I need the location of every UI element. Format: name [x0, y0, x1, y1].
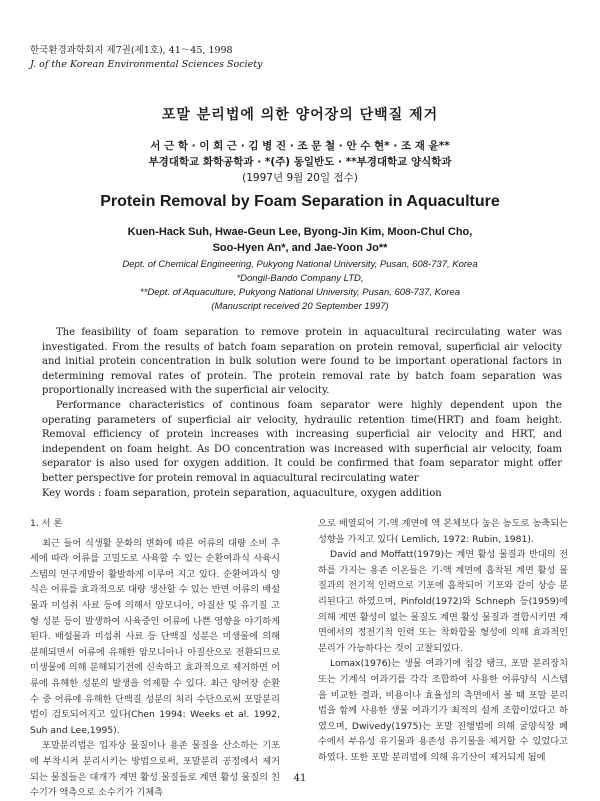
- keywords: Key words : foam separation, protein separation, aquaculture, oxygen addition: [42, 488, 442, 499]
- abstract-paragraph-2: Performance characteristics of continous foam separator were highly dependent upon the operating parameters of superficial air velocity, hydraulic retention time(HRT) and foam height. Removal efficiency of protein increases with increasing superficial air velocity and HRT, and independent on foam height. As DO concentration was increased with superficial air velocity, foam separator is also used for oxygen addition. It could be confirmed that foam separator might offer better perspective for protein removal in aquacultural recirculating water: [42, 399, 562, 484]
- body-paragraph: 으로 배열되어 기-액 계면에 액 본체보다 높은 농도로 농축되는 성향을 가지고 있다( Lemlich, 1972: Rubin, 1981).: [318, 518, 568, 545]
- journal-name-en: J. of the Korean Environmental Sciences Society: [30, 59, 263, 70]
- abstract-paragraph-1: The feasibility of foam separation to remove protein in aquacultural recirculating water was investigated. From the results of batch foam separation on protein removal, superficial air velocity and initial protein concentration in bulk solution were found to be important operational factors in determining removal rates of protein. The protein removal rate by batch foam separation was proportionally increased with the superficial air velocity.: [42, 327, 562, 397]
- body-paragraph: 포말분리법은 입자상 물질이나 용존 물질을 산소하는 기포에 부착시켜 분리시키는 방법으로써, 포말분리 공정에서 제거되는 물질들은 대개가 계면 활성 물질들로 계면 활성 물질의 친수기가 액측으로 소수기가 기체측: [30, 740, 280, 799]
- korean-affiliations: 부경대학교 화학공학과 · *(주) 동일반도 · **부경대학교 양식학과: [148, 156, 452, 168]
- korean-received-date: (1997년 9월 20일 접수): [242, 172, 358, 184]
- body-left-column: [30, 516, 280, 801]
- korean-author-names: 서 근 학 · 이 회 근 · 김 병 진 · 조 문 철 · 안 수 현* · 조 재 윤**: [150, 140, 450, 152]
- abstract: [42, 326, 562, 487]
- page-number: 41: [293, 773, 307, 784]
- english-affiliations: [0, 258, 600, 314]
- english-author-names-1: Kuen-Hack Suh, Hwae-Geun Lee, Byong-Jin Kim, Moon-Chul Cho,: [127, 226, 473, 238]
- body-paragraph: David and Moffatt(1979)는 계면 활성 물질과 반대의 전하를 가지는 용존 이온들은 기-액 계면에 흡착된 계면 활성 물질과의 전기적 인력으로 기포에 흡착되어 기포와 같이 상승 분리된다고 하였으며, Pinfold(1972)와 Schneph 등(1959)에 의해 계면 활성이 없는 물질도 계면 활성 물질과 결합시키면 계면에서의 정전기적 인력 또는 착화합물 형성에 의해 효과적인 분리가 가능하다는 것이 고찰되었다.: [318, 549, 568, 654]
- body-paragraph: 최근 들어 식생활 문화의 변화에 따른 어류의 대량 소비 추세에 따라 어류를 고밀도로 사육할 수 있는 순환여과식 사육시스템의 연구개발이 활발하게 이루어 지고 있다. 순환여과식 양식은 어류를 효과적으로 대량 생산할 수 있는 반면 어류의 배설물과 미섭취 사료 등에 의해서 암모니아, 아질산 및 유기질 고형 성분 등이 발생하여 사육중인 어류에 나쁜 영향을 야기하게 된다. 배설물과 미섭취 사료 등 단백질 성분은 미생물에 의해 분해되면서 어류에 유해한 암모니아나 아질산으로 전환되므로 미생물에 의해 분해되기전에 신속하고 효과적으로 제거하면 어류에 유해한 성분의 발생을 억제할 수 있다. 최근 양어장 순환수 중 어류에 유해한 단백질 성분의 처리 수단으로써 포말분리법이 검토되어지고 있다(Chen 1994: Weeks et al. 1992, Suh and Lee,1995).: [30, 537, 280, 736]
- english-author-names-2: Soo-Hyen An*, and Jae-Yoon Jo**: [212, 242, 388, 254]
- body-right-column: [318, 516, 568, 766]
- korean-authors-block: [0, 138, 600, 186]
- affiliation-2: *Dongil-Bando Company LTD,: [236, 273, 364, 284]
- korean-title: 포말 분리법에 의한 양어장의 단백질 제거: [161, 107, 439, 123]
- journal-citation-ko: 한국환경과학회지 제7권(제1호), 41～45, 1998: [30, 45, 233, 56]
- manuscript-received: (Manuscript received 20 September 1997): [211, 301, 389, 312]
- section-heading-introduction: 1. 서 론: [30, 518, 63, 529]
- affiliation-3: **Dept. of Aquaculture, Pukyong National University, Pusan, 608-737, Korea: [139, 287, 461, 298]
- affiliation-1: Dept. of Chemical Engineering, Pukyong National University, Pusan, 608-737, Korea: [122, 259, 478, 270]
- english-title: Protein Removal by Foam Separation in Aquaculture: [100, 193, 500, 210]
- english-authors-block: [0, 224, 600, 256]
- body-paragraph: Lomax(1976)는 생물 여과기에 침강 탱크, 포말 분리장치 또는 기계식 여과기를 각각 조합하여 사용한 어류양식 시스템을 비교한 결과, 비용이나 효율성의 측면에서 볼 때 포말 분리법을 함께 사용한 생물 여과기가 최적의 설계 조합이었다고 하였으며, Dwivedy(1975)는 포말 진행법에 의해 굴양식장 폐수에서 부유성 유기물과 용존성 유기물을 제거할 수 있었다고 하였다. 또한 포말 분리법에 의해 유기산이 제거되게 됨에: [318, 658, 568, 763]
- journal-header: [30, 44, 262, 72]
